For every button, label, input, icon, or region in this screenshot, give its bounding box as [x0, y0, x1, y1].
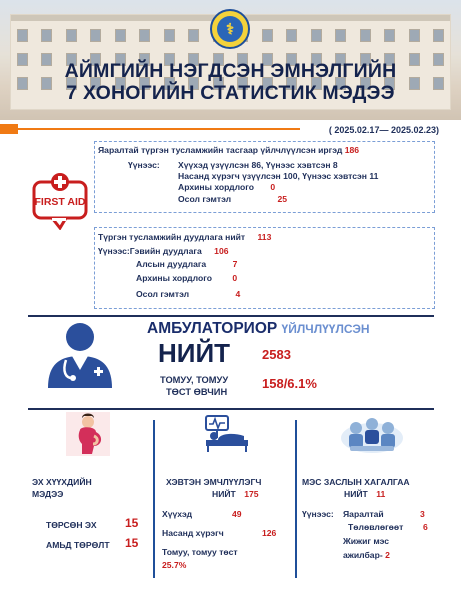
ambulance-injury-value: 4	[235, 289, 241, 299]
ambulatory-title-main: АМБУЛАТОРИОР	[147, 320, 278, 337]
ambulance-home-row	[98, 246, 229, 256]
inpatient-adults-label: Насанд хүрэгч	[162, 528, 224, 538]
maternal-live-births-label: АМЬД ТӨРӨЛТ	[46, 540, 110, 550]
maternal-live-births-value: 15	[125, 536, 139, 550]
surgery-title	[302, 476, 410, 500]
inpatient-title-row-2	[166, 488, 261, 500]
maternal-title-line-2: МЭДЭЭ	[32, 489, 64, 499]
ambulance-injury-row	[136, 289, 240, 299]
ambulatory-flu-label	[160, 374, 228, 398]
surgery-title-line-1: МЭС ЗАСЛЫН ХАГАЛГАА	[302, 477, 410, 487]
ambulance-total-label: Түргэн тусламжийн дуудлага нийт	[98, 232, 246, 242]
emergency-alcohol-row	[178, 182, 275, 192]
hospital-emblem-icon: ⚕	[210, 9, 250, 49]
ambulatory-total-value: 2583	[262, 347, 291, 362]
surgery-total-value: 11	[376, 489, 386, 499]
section-divider	[28, 315, 434, 317]
surgery-team-icon	[340, 414, 404, 454]
surgery-minor-value: 2	[385, 550, 390, 560]
title-line-2: 7 ХОНОГИЙН СТАТИСТИК МЭДЭЭ	[66, 82, 395, 104]
first-aid-icon	[32, 172, 88, 230]
header-banner	[0, 0, 461, 120]
surgery-planned-label: Төлөвлөгөөт	[348, 522, 404, 532]
ambulatory-flu-line-1: ТОМУУ, ТОМУУ	[160, 375, 229, 385]
section-divider	[28, 408, 434, 410]
ambulatory-title	[147, 320, 370, 338]
ambulance-remote-value: 7	[232, 259, 238, 269]
inpatient-title-line-1: ХЭВТЭН ЭМЧЛҮҮЛЭГЧ	[166, 477, 262, 487]
pregnant-woman-icon	[66, 412, 110, 456]
surgery-minor-line-1: Жижиг мэс	[343, 536, 390, 546]
inpatient-children-value: 49	[232, 509, 242, 519]
emergency-injury-label: Осол гэмтэл	[178, 194, 232, 204]
emergency-of-which: Үүнээс:	[128, 160, 160, 170]
inpatient-total-value: 175	[244, 489, 259, 499]
column-divider	[153, 420, 155, 578]
ambulance-total-value: 113	[257, 232, 272, 242]
hospital-bed-icon	[202, 414, 252, 454]
ambulance-total-row	[98, 232, 271, 242]
inpatient-flu-label: Томуу, томуу төст	[162, 547, 238, 557]
inpatient-flu-value: 25.7%	[162, 560, 187, 570]
ambulance-injury-label: Осол гэмтэл	[136, 289, 190, 299]
maternal-births-value: 15	[125, 516, 139, 530]
ambulatory-flu-line-2: ТӨСТ ӨВЧИН	[166, 387, 228, 397]
column-divider	[295, 420, 297, 578]
surgery-planned-value: 6	[423, 522, 428, 532]
emergency-alcohol-value: 0	[270, 182, 276, 192]
inpatient-title-line-2: НИЙТ	[212, 489, 236, 499]
maternal-births-label: ТӨРСӨН ЭХ	[46, 520, 97, 530]
surgery-minor-line-2: ажилбар-	[343, 550, 383, 560]
surgery-minor-row-2	[343, 550, 390, 560]
surgery-urgent-label: Яаралтай	[343, 509, 384, 519]
doctor-icon	[40, 320, 120, 390]
ambulance-remote-label: Алсын дуудлага	[136, 259, 207, 269]
emergency-calls-value: 186	[344, 145, 360, 155]
emergency-injury-value: 25	[277, 194, 288, 204]
first-aid-text: FIRST AID	[34, 196, 86, 208]
surgery-urgent-value: 3	[420, 509, 425, 519]
emergency-calls-row	[98, 145, 359, 155]
emergency-children: Хүүхэд үзүүлсэн 86, Үүнээс хэвтсэн 8	[178, 160, 338, 170]
ambulance-alcohol-label: Архины хордлого	[136, 273, 212, 283]
ambulance-alcohol-value: 0	[232, 273, 238, 283]
ambulance-home-value: 106	[214, 246, 229, 256]
page-title	[0, 60, 461, 104]
emergency-calls-label: Яаралтай түргэн тусламжийн тасгаар үйлчлүүлсэн иргэд	[98, 145, 343, 155]
report-period: ( 2025.02.17— 2025.02.23)	[328, 125, 439, 135]
emergency-adults: Насанд хүрэгч үзүүлсэн 100, Үүнээс хэвтсэн 11	[178, 171, 379, 181]
inpatient-adults-value: 126	[262, 528, 277, 538]
emergency-injury-row	[178, 194, 287, 204]
ambulatory-total-label: НИЙТ	[158, 338, 231, 368]
ambulatory-title-sub: ҮЙЛЧЛҮҮЛСЭН	[281, 322, 370, 336]
surgery-of-which: Үүнээс:	[302, 509, 334, 519]
ambulatory-flu-value: 158/6.1%	[262, 376, 317, 391]
emergency-alcohol-label: Архины хордлого	[178, 182, 254, 192]
inpatient-children-label: Хүүхэд	[162, 509, 193, 519]
maternal-title-line-1: ЭХ ХҮҮХДИЙН	[32, 477, 92, 487]
inpatient-title	[166, 476, 261, 500]
ambulance-remote-row	[136, 259, 237, 269]
ambulance-alcohol-row	[136, 273, 237, 283]
surgery-title-line-2: НИЙТ	[344, 489, 368, 499]
maternal-title	[32, 476, 92, 500]
ambulance-home-label: Үүнээс:Гэвийн дуудлага	[98, 246, 202, 256]
surgery-title-row-2	[302, 488, 410, 500]
title-line-1: АЙМГИЙН НЭГДСЭН ЭМНЭЛГИЙН	[64, 60, 397, 82]
